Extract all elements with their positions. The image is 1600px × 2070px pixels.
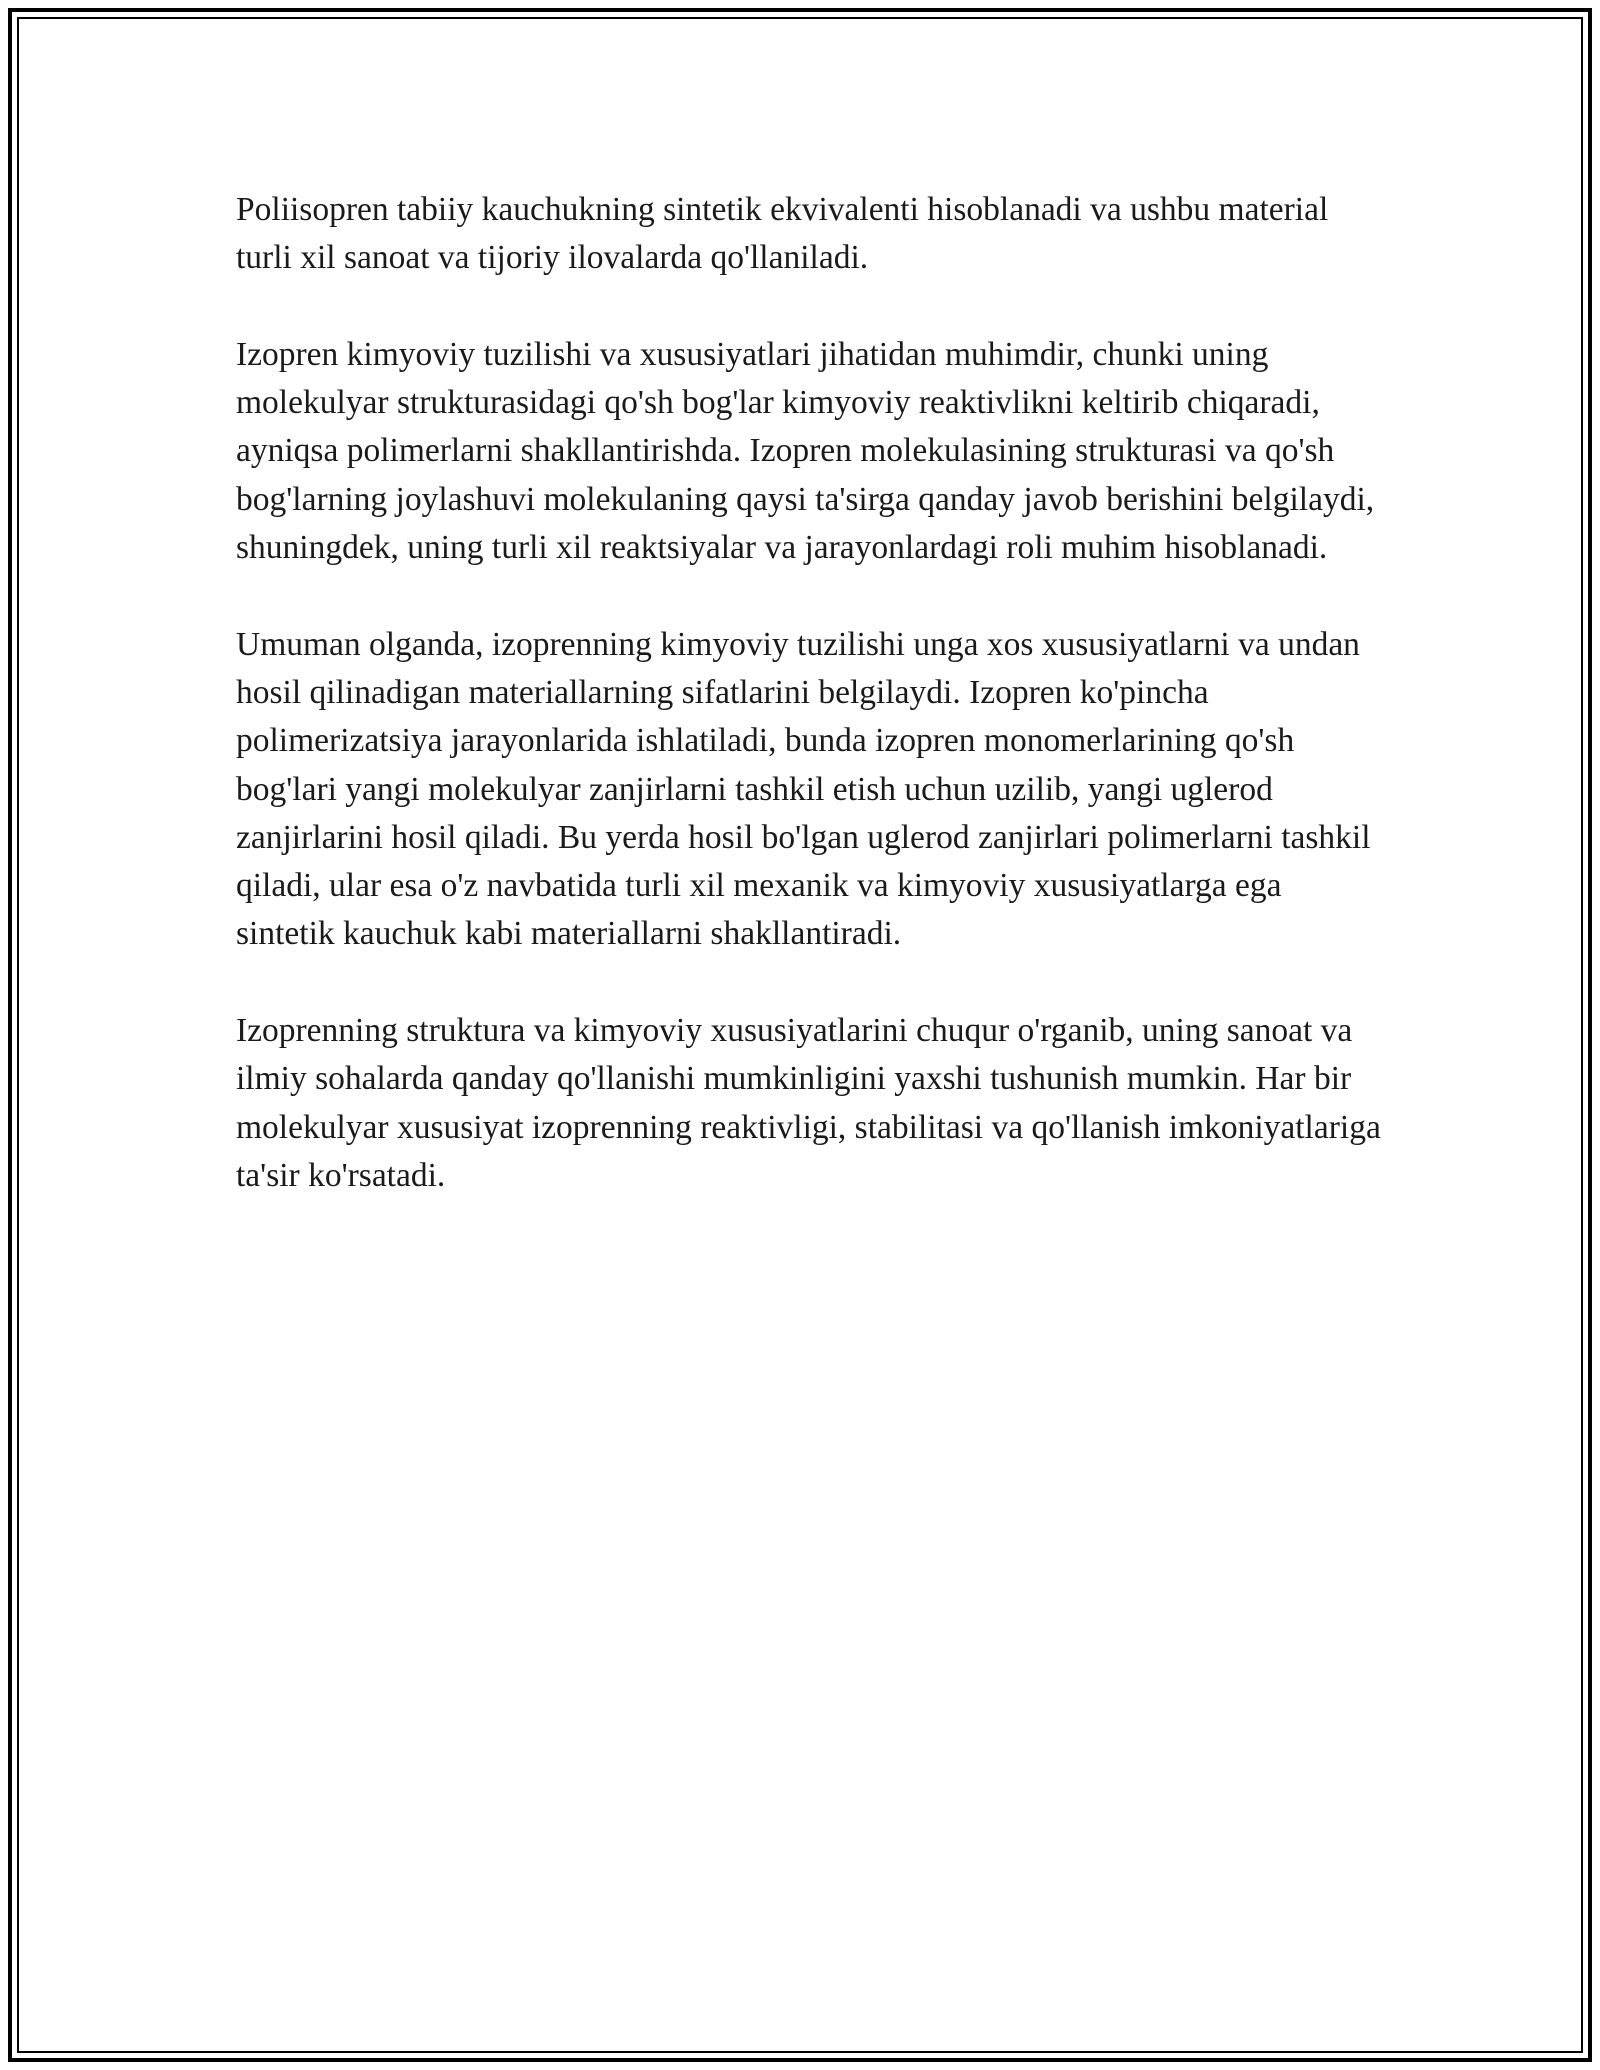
paragraph-3: Umuman olganda, izoprenning kimyoviy tuzilishi unga xos xususiyatlarni va undan hosil qilinadigan materiallarning sifatlarini belgilaydi. Izopren ko'pincha polimerizatsiya jarayonlarida ishlatiladi, bunda izopren monomerlarining qo'sh bog'lari yangi molekulyar zanjirlarni tashkil etish uchun uzilib, yangi uglerod zanjirlarini hosil qiladi. Bu yerda hosil bo'lgan uglerod zanjirlari polimerlarni tashkil qiladi, ular esa o'z navbatida turli xil mexanik va kimyoviy xususiyatlarga ega sintetik kauchuk kabi materiallarni shakllantiradi. <box>236 625 1371 953</box>
paragraph-1: Poliisopren tabiiy kauchukning sintetik ekvivalenti hisoblanadi va ushbu material turli xil sanoat va tijoriy ilovalarda qo'llaniladi. <box>236 191 1329 277</box>
paragraph-4: Izoprenning struktura va kimyoviy xususiyatlarini chuqur o'rganib, uning sanoat va ilmiy sohalarda qanday qo'llanishi mumkinligini yaxshi tushunish mumkin. Har bir molekulyar xususiyat izoprenning reaktivligi, stabilitasi va qo'llanish imkoniyatlariga ta'sir ko'rsatadi. <box>236 1012 1381 1194</box>
paragraph-2: Izopren kimyoviy tuzilishi va xususiyatlari jihatidan muhimdir, chunki uning molekulyar strukturasidagi qo'sh bog'lar kimyoviy reaktivlikni keltirib chiqaradi, ayniqsa polimerlarni shakllantirishda. Izopren molekulasining strukturasi va qo'sh bog'larning joylashuvi molekulaning qaysi ta'sirga qanday javob berishini belgilaydi, shuningdek, uning turli xil reaktsiyalar va jarayonlardagi roli muhim hisoblanadi. <box>236 335 1375 567</box>
document-body <box>236 186 1386 1249</box>
